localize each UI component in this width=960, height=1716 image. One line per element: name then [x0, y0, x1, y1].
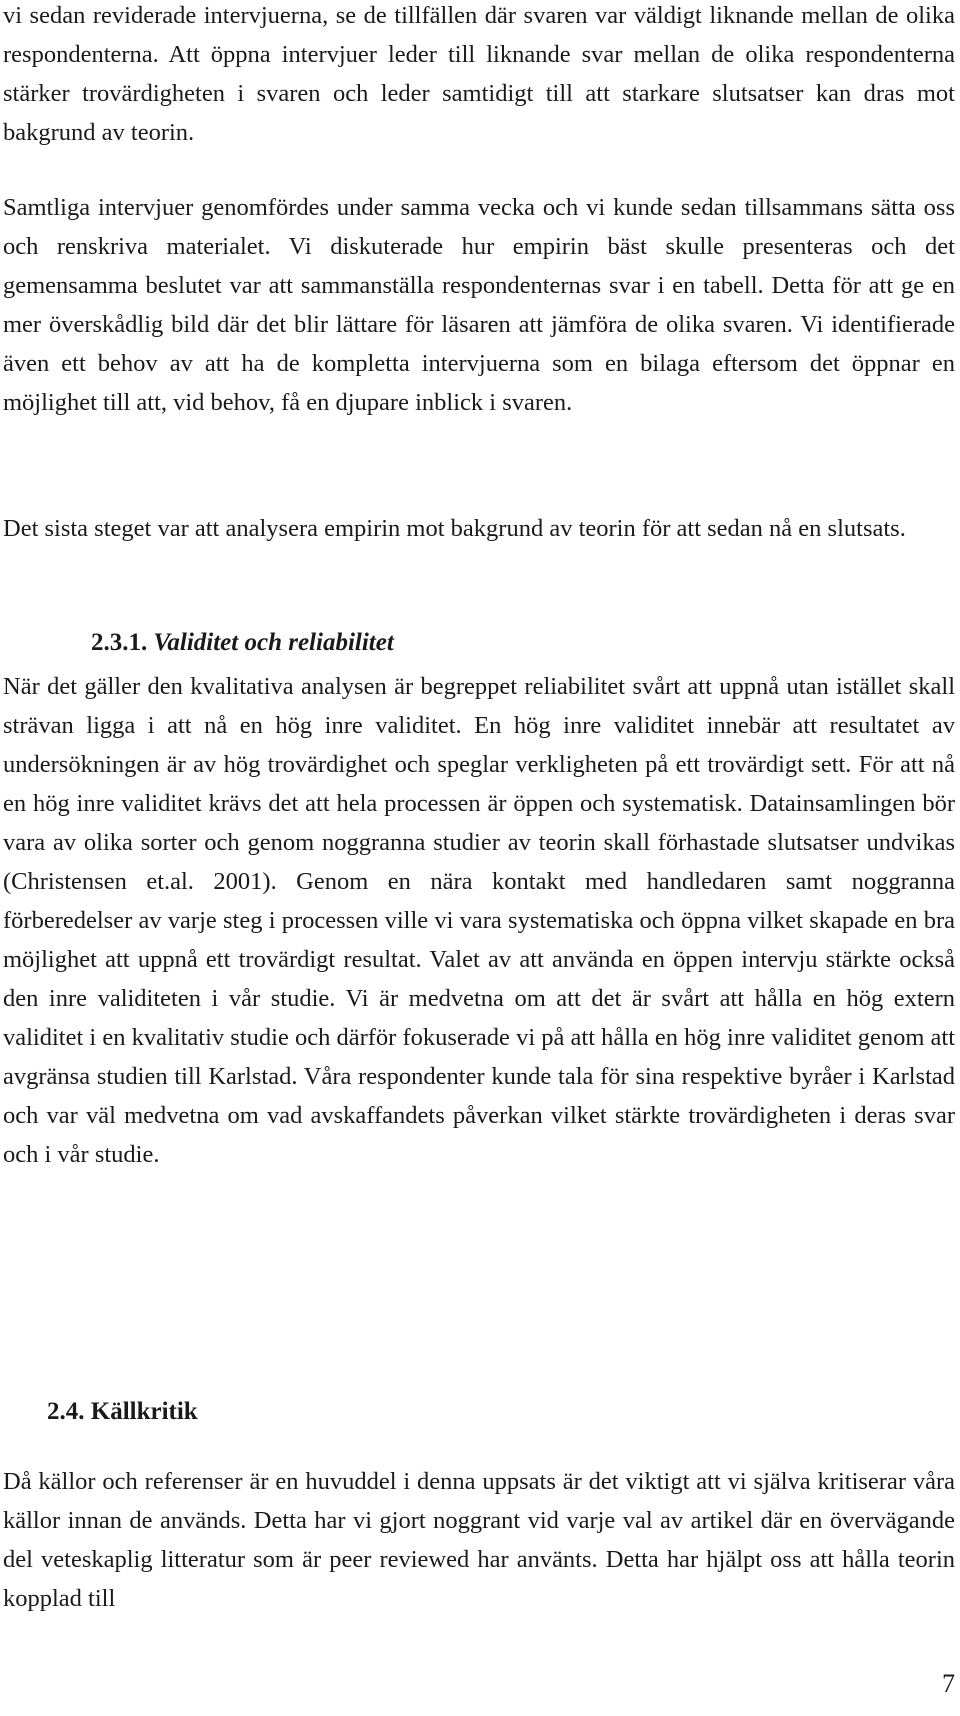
body-text-source-criticism: Då källor och referenser är en huvuddel i denna uppsats är det viktigt att vi själva kritiserar våra källor innan de används. Detta har vi gjort noggrant vid varje val av artikel där en övervägande del veteskaplig litteratur som är peer reviewed har använts. Detta har hjälpt oss att hålla teorin kopplad till [3, 1468, 955, 1612]
body-text-analysis: Det sista steget var att analysera empirin mot bakgrund av teorin för att sedan nå en slutsats. [3, 515, 906, 542]
section-number: 2.3.1. [91, 629, 148, 656]
paragraph-continuation [3, 0, 955, 152]
body-text-revision: vi sedan reviderade intervjuerna, se de tillfällen där svaren var väldigt liknande mellan de olika respondenterna. Att öppna intervjuer leder till liknande svar mellan de olika respondenterna stärker trovärdigheten i svaren och leder samtidigt till att starkare slutsatser kan dras mot bakgrund av teorin. [3, 2, 955, 146]
paragraph-interviews [3, 188, 955, 422]
page-number: 7 [942, 1669, 955, 1698]
paragraph-validity [3, 667, 955, 1174]
paragraph-analysis [3, 509, 955, 548]
body-text-interviews: Samtliga intervjuer genomfördes under samma vecka och vi kunde sedan tillsammans sätta oss och renskriva materialet. Vi diskuterade hur empirin bäst skulle presenteras och det gemensamma beslutet var att sammanställa respondenternas svar i en tabell. Detta för att ge en mer överskådlig bild där det blir lättare för läsaren att jämföra de olika svaren. Vi identifierade även ett behov av att ha de kompletta intervjuerna som en bilaga eftersom det öppnar en möjlighet till att, vid behov, få en djupare inblick i svaren. [3, 194, 955, 416]
body-text-validity: När det gäller den kvalitativa analysen är begreppet reliabilitet svårt att uppnå utan istället skall strävan ligga i att nå en hög inre validitet. En hög inre validitet innebär att resultatet av undersökningen är av hög trovärdighet och speglar verkligheten på ett trovärdigt sett. För att nå en hög inre validitet krävs det att hela processen är öppen och systematisk. Datainsamlingen bör vara av olika sorter och genom noggranna studier av teorin skall förhastade slutsatser undvikas (Christensen et.al. 2001). Genom en nära kontakt med handledaren samt noggranna förberedelser av varje steg i processen ville vi vara systematiska och öppna vilket skapade en bra möjlighet att uppnå ett trovärdigt resultat. Valet av att använda en öppen intervju stärkte också den inre validiteten i vår studie. Vi är medvetna om att det är svårt att hålla en hög extern validitet i en kvalitativ studie och därför fokuserade vi på att hålla en hög inre validitet genom att avgränsa studien till Karlstad. Våra respondenter kunde tala för sina respektive byråer i Karlstad och var väl medvetna om vad avskaffandets påverkan vilket stärkte trovärdigheten i deras svar och i vår studie. [3, 673, 955, 1168]
paragraph-source-criticism [3, 1462, 955, 1618]
section-heading-source-criticism [47, 1396, 198, 1428]
section-title: Källkritik [90, 1398, 198, 1425]
section-title: Validitet och reliabilitet [153, 629, 394, 656]
section-number: 2.4. [47, 1398, 85, 1425]
section-heading-validity [91, 627, 394, 659]
